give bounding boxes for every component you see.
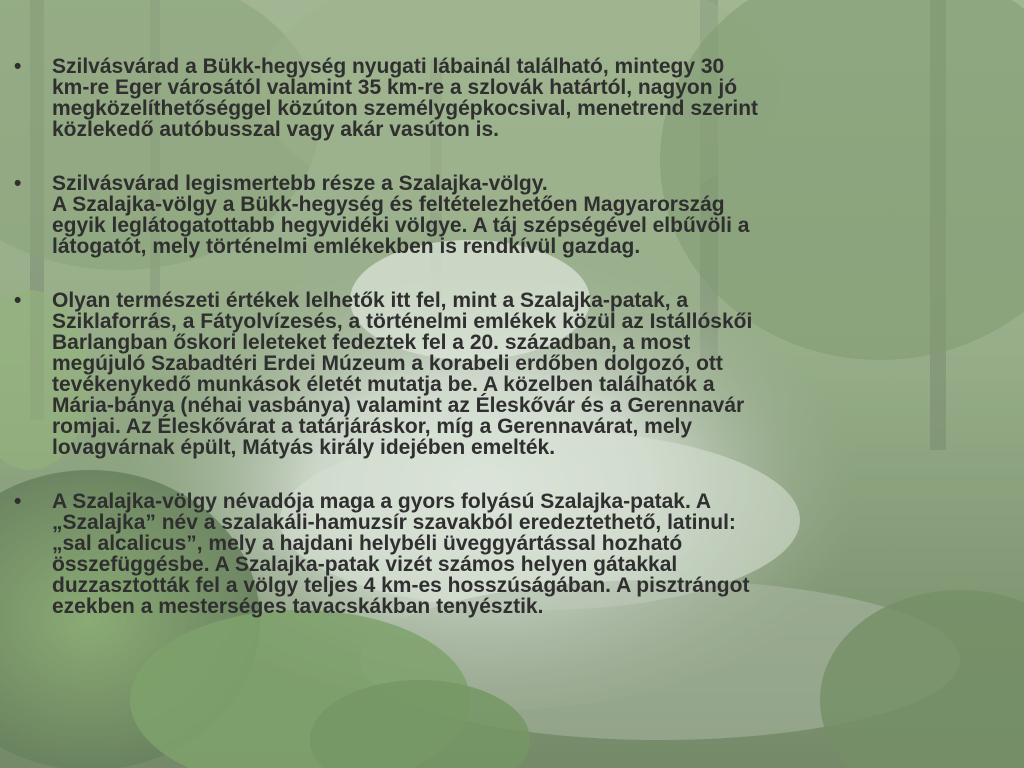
text-line: Sziklaforrás, a Fátyolvízesés, a történelmi emlékek közül az Istállóskői: [52, 310, 753, 333]
bullet-natural-values: [14, 290, 1012, 458]
text-line: Szilvásvárad a Bükk-hegység nyugati lábainál található, mintegy 30: [52, 55, 725, 78]
text-line: duzzasztották fel a völgy teljes 4 km-es hosszúságában. A pisztrángot: [52, 574, 750, 597]
bullet-location: [14, 56, 1012, 140]
bullet-marker: •: [14, 490, 22, 513]
bullet-name-origin: [14, 491, 1012, 617]
bullet-szalajka-valley: [14, 173, 1012, 257]
text-line: közlekedő autóbusszal vagy akár vasúton is.: [52, 118, 499, 141]
text-line: A Szalajka-völgy a Bükk-hegység és feltételezhetően Magyarország: [52, 193, 725, 216]
text-line: Barlangban őskori leleteket fedeztek fel a 20. században, a most: [52, 331, 691, 354]
text-line: Szilvásvárad legismertebb része a Szalajka-völgy.: [52, 172, 548, 195]
text-line: km-re Eger városától valamint 35 km-re a szlovák határtól, nagyon jó: [52, 76, 738, 99]
text-line: egyik leglátogatottabb hegyvidéki völgye. A táj szépségével elbűvöli a: [52, 214, 750, 237]
bullet-list: [14, 56, 1012, 617]
text-line: megújuló Szabadtéri Erdei Múzeum a korabeli erdőben dolgozó, ott: [52, 352, 723, 375]
text-line: látogatót, mely történelmi emlékekben is rendkívül gazdag.: [52, 235, 641, 258]
text-line: megközelíthetőséggel közúton személygépkocsival, menetrend szerint: [52, 97, 759, 120]
bullet-marker: •: [14, 289, 22, 312]
text-line: lovagvárnak épült, Mátyás király idejében emelték.: [52, 436, 556, 459]
text-line: romjai. Az Éleskővárat a tatárjáráskor, míg a Gerennavárat, mely: [52, 415, 693, 438]
text-line: összefüggésbe. A Szalajka-patak vizét számos helyen gátakkal: [52, 553, 678, 576]
text-line: „Szalajka” név a szalakáli-hamuzsír szavakból eredeztethető, latinul:: [52, 511, 736, 534]
text-line: Olyan természeti értékek lelhetők itt fel, mint a Szalajka-patak, a: [52, 289, 689, 312]
text-line: A Szalajka-völgy névadója maga a gyors folyású Szalajka-patak. A: [52, 490, 712, 513]
text-line: ezekben a mesterséges tavacskákban tenyésztik.: [52, 595, 544, 618]
text-line: Mária-bánya (néhai vasbánya) valamint az Éleskővár és a Gerennavár: [52, 394, 745, 417]
text-line: „sal alcalicus”, mely a hajdani helybéli üveggyártással hozható: [52, 532, 683, 555]
bullet-marker: •: [14, 55, 22, 78]
text-line: tevékenykedő munkások életét mutatja be. A közelben találhatók a: [52, 373, 715, 396]
bullet-marker: •: [14, 172, 22, 195]
